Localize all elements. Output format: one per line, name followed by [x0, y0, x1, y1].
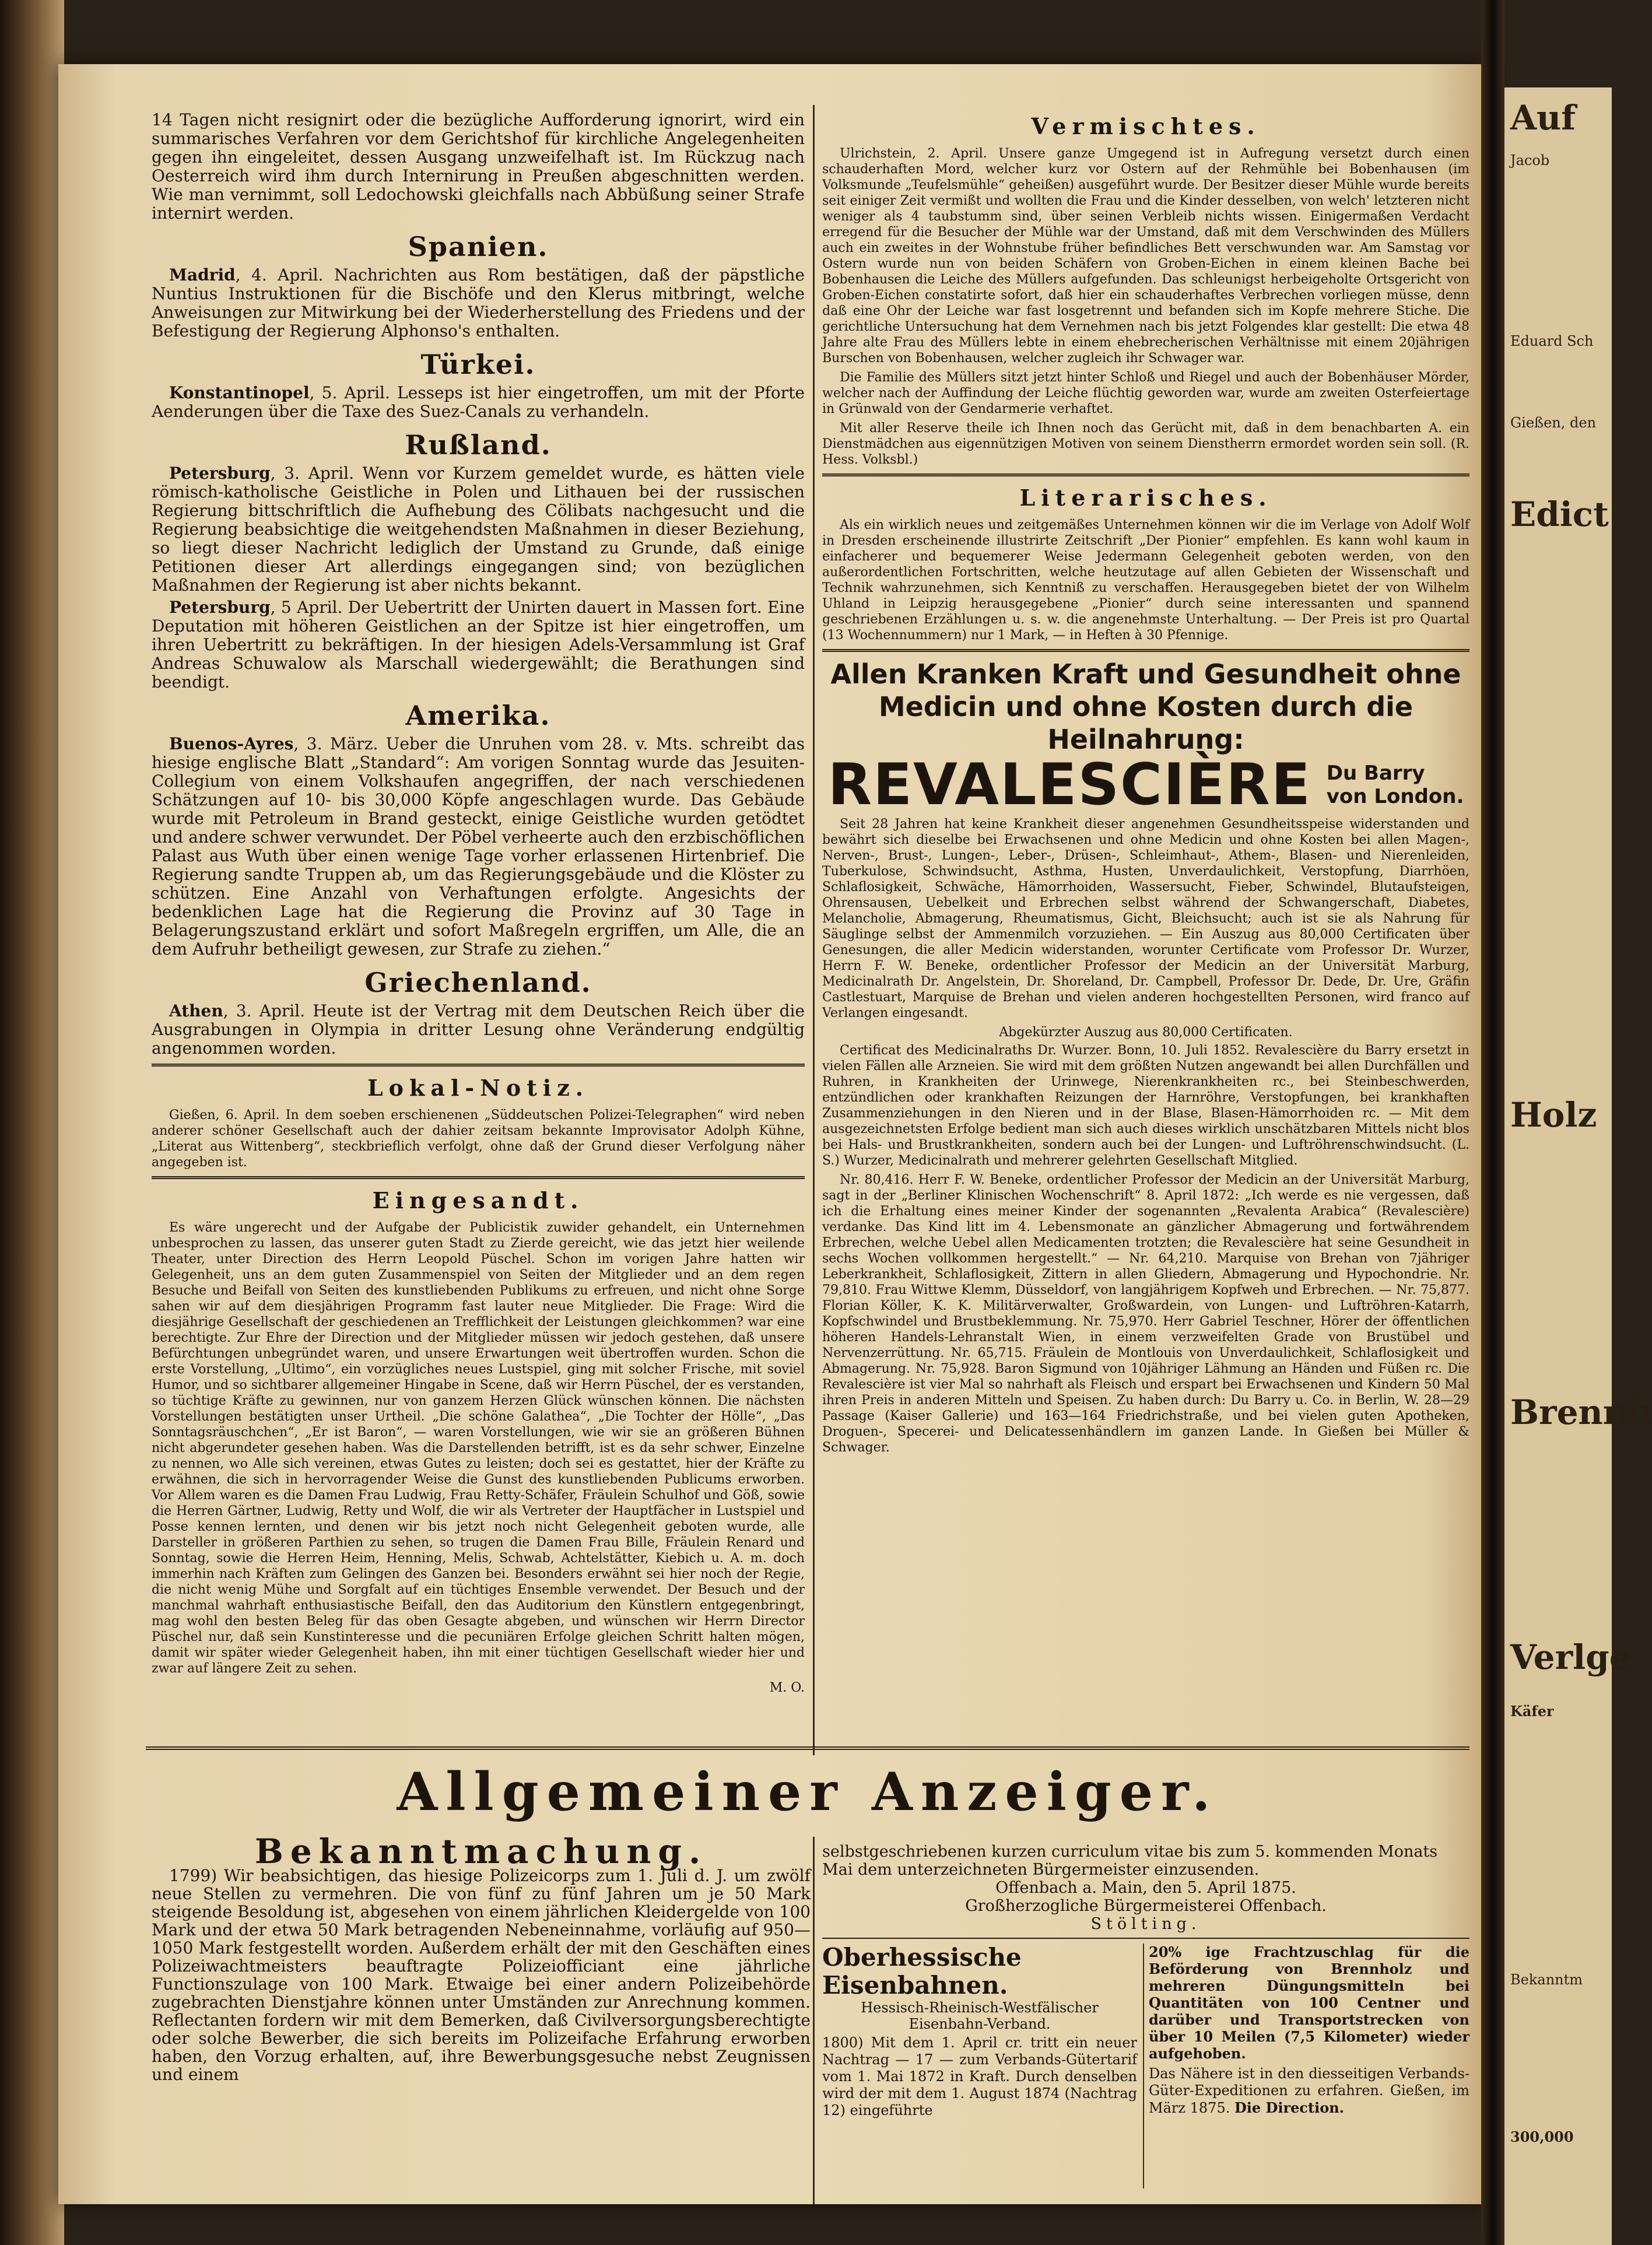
ad-subheading: Abgekürzter Auszug aus 80,000 Certificaten. [999, 1025, 1293, 1040]
column-divider [813, 1837, 815, 2204]
railway-title: Oberhessische Eisenbahnen. [822, 1943, 1022, 2000]
news-item [152, 735, 805, 959]
news-text: , 3. April. Wenn vor Kurzem gemeldet wurde, es hätten viele römisch-katholische Geistliche in Polen und Lithauen bei der russischen Regierung bittschriftlich die Aufhebung des Cölibats nachgesucht und die Regierung beabsichtige die weitgehendsten Maßnahmen in dieser Beziehung, so liegt dieser Nachricht lediglich der Umstand zu Grunde, daß einige Petitionen dieser Art allerdings eingegangen sind; von bezüglichen Maßnahmen der Regierung ist aber nichts bekannt. [152, 464, 805, 595]
lokal-notiz-text: Gießen, 6. April. In dem soeben erschienenen „Süddeutschen Polizei-Telegraphen“ wird neben anderer schöner Gesellschaft auch der dahier zeitsam bekannte Improvisator Adolph Kühne, „Literat aus Wittenberg“, steckbrieflich verfolgt, ohne daß der Grund dieser Verfolgung näher angegeben ist. [152, 1108, 805, 1170]
vermischtes-text: Ulrichstein, 2. April. Unsere ganze Umgegend ist in Aufregung versetzt durch einen schauderhaften Mord, welcher kurz vor Ostern auf der Rehmühle bei Bobenhausen (im Volksmunde „Teufelsmühle“ geheißen) ausgeführt wurde. Der Besitzer dieser Mühle wurde bereits seit einiger Zeit vermißt und wollten die Frau und die Kinder desselben, von welch' letzteren nicht weniger als 4 taubstumm sind, über seinen Verbleib nichts wissen. Einigermaßen Verdacht erregend für die Besucher der Mühle war der Umstand, daß mit dem Verschwinden des Müllers auch ein zweites in der Wohnstube früher befindliches Bett verschwunden war. Am Samstag vor Ostern wurde nun von beiden Schäfern von Groben-Eichen in einem kleinen Bache bei Bobenhausen die Leiche des Müllers aufgefunden. Das schleunigst herbeigeholte Ortsgericht von Groben-Eichen constatirte sofort, daß hier ein schauderhaftes Verbrechen vorliegen müsse, denn daß eine Ohr der Leiche war fast losgetrennt und befanden sich im Kopfe mehrere Stiche. Die gerichtliche Untersuchung hat dem Vernehmen nach bis jetzt Folgendes klar gestellt: Die etwa 48 Jahre alte Frau des Müllers lebte in einem ehebrecherischen Verhältnisse mit einem 20jährigen Burschen von Bobenhausen, welcher zugleich ihr Schwager war. [822, 146, 1469, 366]
bekanntmachung-office: Großherzogliche Bürgermeisterei Offenbach. [965, 1897, 1327, 1915]
anzeiger-right [822, 1843, 1469, 2188]
place-name: Buenos-Ayres [169, 734, 294, 753]
ad-certificate: Certificat des Medicinalraths Dr. Wurzer. Bonn, 10. Juli 1852. Revalescière du Barry ersetzt in vielen Fällen alle Arzneien. Sie wird mit dem größten Nutzen angewandt bei allen Durchfällen und Ruhren, in Krankheiten der Urinwege, Nierenkrankheiten rc., bei Steinbeschwerden, entzündlichen oder krankhaften Reizungen der Harnröhre, Verstopfungen, bei krankhaften Zusammenziehungen in den Nieren und in der Blase, Blasen-Hämorrhoiden rc. — Mit dem ausgezeichnetsten Erfolge bedient man sich auch dieses wirklich unschätzbaren Mittels nicht blos bei Hals- und Brustkrankheiten, sondern auch bei der Lungen- und Luftröhrenschwindsucht. (L. S.) Wurzer, Medicinalrath und mehrerer gelehrten Gesellschaft Mitglied. [822, 1043, 1469, 1168]
news-item [152, 384, 805, 421]
ad-certificates-list: Nr. 80,416. Herr F. W. Beneke, ordentlicher Professor der Medicin an der Universität Marburg, sagt in der „Berliner Klinischen Wochenschrift“ 8. April 1872: „Ich werde es nie vergessen, daß ich die Erhaltung eines meiner Kinder der sogenannten „Revalenta Arabica“ (Revalescière) verdanke. Das Kind litt im 4. Lebensmonate an gänzlicher Abmagerung und fortwährendem Erbrechen, welche Uebel allen Medicamenten trotzten; die Revalescière hat seine Gesundheit in sechs Wochen vollkommen hergestellt.“ — Nr. 64,210. Marquise von Brehan von 7jähriger Leberkrankheit, Schlaflosigkeit, Zittern in allen Gliedern, Abmagerung und Hypochondrie. Nr. 79,810. Frau Wittwe Klemm, Düsseldorf, von langjährigem Kopfweh und Erbrechen. — Nr. 75,877. Florian Köller, K. K. Militärverwalter, Großwardein, von Lungen- und Luftröhren-Katarrh, Kopfschwindel und Brustbeklemmung. Nr. 75,970. Herr Gabriel Teschner, Hörer der öffentlichen höheren Handels-Lehranstalt Wien, in einem verzweifelten Grade von Brustübel und Nervenzerrüttung. Nr. 65,715. Fräulein de Montlouis von Unverdaulichkeit, Schlaflosigkeit und Abmagerung. Nr. 75,928. Baron Sigmund von 10jähriger Lähmung an Händen und Füßen rc. Die Revalescière ist vier Mal so nahrhaft als Fleisch und erspart bei Erwachsenen und Kindern 50 Mal ihren Preis in anderen Mitteln und Speisen. Zu haben durch: Du Barry u. Co. in Berlin, W. 28—29 Passage (Kaiser Gallerie) und 163—164 Friedrichstraße, und bei vielen guten Apotheken, Droguen-, Specerei- und Delicatessenhändlern im ganzen Lande. In Gießen bei Müller & Schwager. [822, 1173, 1469, 1455]
fragment-text: Gießen, den [1510, 415, 1597, 431]
right-column [822, 111, 1469, 1459]
anzeiger-rule [146, 1746, 1469, 1750]
fragment-text: Edict [1510, 494, 1609, 534]
book-edge [0, 0, 64, 2245]
literarisches-heading: Literarisches. [1019, 485, 1272, 511]
column-divider [1143, 1944, 1144, 2188]
fragment-text: Brennh [1510, 1392, 1652, 1432]
anzeiger-title: Allgemeiner Anzeiger. [397, 1761, 1219, 1823]
section-rule [822, 649, 1469, 652]
news-text: , 5 April. Der Uebertritt der Unirten dauert in Massen fort. Eine Deputation mit höheren Geistlichen an der Spitze ist hier eingetroffen, um ihren Uebertritt zu bekräftigen. In der hiesigen Adels-Versammlung ist Graf Andreas Schuwalow als Marschall wiedergewählt; die Berathungen sind beendigt. [152, 598, 805, 692]
section-rule [822, 1938, 1469, 1939]
fragment-text: Bekanntm [1510, 1972, 1583, 1988]
eingesandt-text: Es wäre ungerecht und der Aufgabe der Publicistik zuwider gehandelt, ein Unternehmen unbesprochen zu lassen, das unserer guten Stadt zu Zierde gereicht, wie das jetzt hier weilende Theater, unter Direction des Herrn Leopold Püschel. Schon im vorigen Jahre hatten wir Gelegenheit, uns an dem guten Zusammenspiel von Seiten der Mitglieder und an dem regen Besuche und Beifall von Seiten des kunstliebenden Publikums zu erfreuen, und nicht ohne Sorge sahen wir auf dem diesjährigen Programm fast lauter neue Mitglieder. Die Frage: Wird die diesjährige Gesellschaft der geschiedenen an Trefflichkeit der Leistungen gleichkommen? war eine berechtigte. Zur Ehre der Direction und der Mitglieder müssen wir jedoch gestehen, daß unsere Befürchtungen unbegründet waren, und unsere Erwartungen weit übertroffen wurden. Schon die erste Vorstellung, „Ultimo“, ein vorzügliches neues Lustspiel, ging mit solcher Frische, mit soviel Humor, und so sichtbarer allgemeiner Hingabe in Scene, daß wir Herrn Püschel, der es verstanden, so tüchtige Kräfte zu gewinnen, nur von ganzem Herzen Glück wünschen können. Die nächsten Vorstellungen bestätigten unser Urtheil. „Die schöne Galathea“, „Die Tochter der Hölle“, „Das Sonntagsräuschchen“, „Er ist Baron“, — waren Vorstellungen, wie wir sie an größeren Bühnen nicht abgerundeter gesehen haben. Was die Darstellenden betrifft, ist es da sehr schwer, Einzelne zu nennen, wo Alle sich vereinen, etwas Gutes zu leisten; doch sei es gestattet, hier der Kräfte zu erwähnen, die sich in hervorragender Weise die Gunst des kunstliebenden Publicums erworben. Vor Allem waren es die Damen Frau Ludwig, Frau Retty-Schäfer, Fräulein Schulhof und Göß, sowie die Herren Gärtner, Ludwig, Retty und Wolf, die wir als Vertreter der Hauptfächer in Lustspiel und Posse kennen lernten, und denen wir bis jetzt noch nicht Gelegenheit geboten wurde, alle Darsteller in größeren Parthien zu sehen, so trugen die Damen Frau Bille, Fräulein Renard und Sonntag, sowie die Herren Heim, Henning, Melis, Schwab, Achtelstätter, Kiebich u. A. m. doch immerhin nach Kräften zum Gelingen des Ganzen bei. Besonders erwähnt sei hier noch der Regie, die nicht wenig Mühe und Sorgfalt auf ein tüchtiges Ensemble verwendet. Der Besuch und der manchmal wahrhaft enthusiastische Beifall, den das Auditorium den Künstlern entgegenbringt, mag wohl den besten Beleg für das oben Gesagte abgeben, und wünschen wir Herrn Director Püschel nur, daß sein Kunstinteresse und die pecuniären Erfolge gleichen Schritt halten mögen, damit wir später wieder Gelegenheit haben, ihn mit einer tüchtigen Gesellschaft wieder hier und zwar auf längere Zeit zu sehen. [152, 1220, 805, 1676]
ad-brand-line: Du Barry [1326, 762, 1425, 785]
section-heading-amerika: Amerika. [405, 700, 551, 731]
fragment-text: Verlge [1510, 1637, 1631, 1677]
ad-brand-block [822, 752, 1469, 818]
ad-brand-name: REVALESCIÈRE [827, 752, 1311, 818]
news-item [152, 266, 805, 341]
left-column [152, 111, 805, 1696]
ad-brand-sub [1327, 762, 1464, 808]
lokal-notiz-heading: Lokal-Notiz. [367, 1075, 590, 1101]
section-heading-griechenland: Griechenland. [364, 967, 592, 998]
fragment-text: Eduard Sch [1510, 333, 1594, 349]
railway-text [1149, 2065, 1469, 2117]
railway-text-bold: 20% ige Frachtzuschlag für die Beförderung von Brennholz und mehreren Düngungsmitteln bei Quantitäten von 100 Centner und darüber und Transportstrecken von über 10 Meilen (7,5 Kilometer) wieder aufgehoben. [1149, 1944, 1469, 2062]
railway-subtitle: Hessisch-Rheinisch-Westfälischer Eisenbahn-Verband. [861, 2000, 1099, 2032]
railway-text: 1800) Mit dem 1. April cr. tritt ein neuer Nachtrag — 17 — zum Verbands-Gütertarif vom 1. Mai 1872 in Kraft. Durch denselben wird der mit dem 1. August 1874 (Nachtrag 12) eingeführte [822, 2034, 1137, 2118]
railway-note: Das Nähere ist in den diesseitigen Verbands-Güter-Expeditionen zu erfahren. Gießen, im März 1875. [1149, 2065, 1469, 2116]
bekanntmachung-signature: Stölting. [1090, 1915, 1201, 1933]
fragment-text: Käfer [1510, 1703, 1554, 1720]
railway-signature: Die Direction. [1234, 2099, 1345, 2116]
vermischtes-heading: Vermischtes. [1031, 113, 1261, 139]
bekanntmachung-continued: selbstgeschriebenen kurzen curriculum vitae bis zum 5. kommenden Monats Mai dem unterzeichneten Bürgermeister einzusenden. [822, 1843, 1438, 1879]
fragment-text: Jacob [1510, 152, 1550, 169]
bekanntmachung-heading: Bekanntmachung. [254, 1832, 708, 1871]
eingesandt-heading: Eingesandt. [372, 1187, 584, 1213]
eingesandt-signature: M. O. [769, 1681, 805, 1695]
railway-block [822, 1944, 1469, 2188]
fragment-text: Holz [1510, 1095, 1597, 1135]
section-rule [152, 1064, 805, 1067]
bekanntmachung [152, 1832, 811, 2084]
ad-body: Seit 28 Jahren hat keine Krankheit dieser angenehmen Gesundheitsspeise widerstanden und bewährt sich dieselbe bei Erwachsenen und ohne Medicin und ohne Kosten bei allen Magen-, Nerven-, Brust-, Lungen-, Leber-, Drüsen-, Schleimhaut-, Athem-, Blasen- und Nierenleiden, Tuberkulose, Schwindsucht, Asthma, Husten, Unverdaulichkeit, Verstopfung, Diarrhöen, Schlaflosigkeit, Schwäche, Hämorrhoiden, Wassersucht, Fieber, Schwindel, Blutaufsteigen, Ohrensausen, Uebelkeit und Erbrechen selbst während der Schwangerschaft, Diabetes, Melancholie, Abmagerung, Rheumatismus, Gicht, Bleichsucht; auch ist sie als Nahrung für Säuglinge selbst der Ammenmilch vorzuziehen. — Ein Auszug aus 80,000 Certificaten über Genesungen, die aller Medicin widerstanden, worunter Certificate vom Professor Dr. Wurzer, Herrn F. W. Beneke, ordentlicher Professor der Medicin an der Universität Marburg, Medicinalrath Dr. Angelstein, Dr. Shoreland, Dr. Campbell, Professor Dr. Dede, Dr. Ure, Gräfin Castlestuart, Marquise de Brehan und vielen anderen hochgestellten Personen, wird franco auf Verlangen eingesandt. [822, 817, 1469, 1020]
source-credit: (R. Hess. Volksbl.) [822, 437, 1469, 467]
ad-brand-line: von London. [1326, 785, 1464, 808]
railway-notice-cont [1149, 1944, 1469, 2117]
news-text: , 3. April. Heute ist der Vertrag mit dem Deutschen Reich über die Ausgrabungen in Olympia in dritter Lesung ohne Veränderung endgültig angenommen worden. [152, 1001, 805, 1058]
place-name: Konstantinopel [169, 383, 310, 402]
column-divider [813, 105, 815, 1755]
place-name: Petersburg [169, 598, 271, 617]
news-text: , 4. April. Nachrichten aus Rom bestätigen, daß der päpstliche Nuntius Instruktionen für die Bischöfe und den Klerus mitbringt, welche Anweisungen zur Mitwirkung bei der Wiederherstellung des Friedens und der Befestigung der Regierung Alphonso's enthalten. [152, 265, 805, 341]
news-text: , 5. April. Lesseps ist hier eingetroffen, um mit der Pforte Aenderungen über die Taxe des Suez-Canals zu verhandeln. [152, 383, 805, 421]
next-page-fragment [1504, 87, 1652, 2245]
vermischtes-text: Die Familie des Müllers sitzt jetzt hinter Schloß und Riegel und auch der Bobenhäuser Mörder, welcher nach der Auffindung der Leiche flüchtig geworden war, wurde am zweiten Osterfeiertage in Grünwald von der Gendarmerie verhaftet. [822, 370, 1469, 416]
section-heading-russland: Rußland. [405, 429, 552, 461]
bekanntmachung-place: Offenbach a. Main, den 5. April 1875. [995, 1879, 1296, 1897]
intro-paragraph: 14 Tagen nicht resignirt oder die bezügliche Aufforderung ignorirt, wird ein summarisches Verfahren vor dem Gerichtshof für kirchliche Angelegenheiten gegen ihn eingeleitet, dessen Ausgang unzweifelhaft ist. Im Rückzug nach Oesterreich wird ihm durch Internirung in Preußen abgeschnitten werden. Wie man vernimmt, soll Ledochowski gleichfalls nach Abbüßung seiner Strafe internirt werden. [152, 110, 805, 223]
news-text: , 3. März. Ueber die Unruhen vom 28. v. Mts. schreibt das hiesige englische Blatt „Standard“: Am vorigen Sonntag wurde das Jesuiten-Collegium von einem Volkshaufen angegriffen, der nach verschiedenen Schätzungen auf 10- bis 30,000 Köpfe angeschlagen wurde. Das Gebäude wurde mit Petroleum in Brand gesteckt, einige Geistliche wurden getödtet und andere schwer verwundet. Der Pöbel verheerte auch den erzbischöflichen Palast aus Wuth über einen wenige Tage vorher erlassenen Hirtenbrief. Die Regierung sandte Truppen ab, um das Regierungsgebäude und die Klöster zu schützen. Eine Anzahl von Verhaftungen erfolgte. Angesichts der bedenklichen Lage hat die Regierung die Provinz auf 30 Tage in Belagerungszustand erklärt und sofort Maßregeln ergriffen, um Alle, die an dem Aufruhr betheiligt gewesen, zur Strafe zu ziehen.“ [152, 734, 805, 959]
section-heading-tuerkei: Türkei. [420, 349, 536, 380]
book-gutter [1481, 0, 1504, 2245]
section-rule [822, 473, 1469, 476]
fragment-text: 300,000 [1510, 2128, 1574, 2145]
news-item [152, 598, 805, 692]
section-rule [152, 1176, 805, 1179]
news-item [152, 464, 805, 595]
ad-headline: Allen Kranken Kraft und Gesundheit ohne Medicin und ohne Kosten durch die Heilnahrung: [830, 658, 1461, 755]
news-item [152, 1002, 805, 1058]
place-name: Madrid [169, 265, 236, 285]
railway-notice [822, 1944, 1137, 2119]
section-heading-spanien: Spanien. [408, 231, 549, 262]
vermischtes-text [822, 420, 1469, 468]
revalesciere-advertisement [822, 658, 1469, 1455]
place-name: Petersburg [169, 464, 271, 483]
vermischtes-note: Mit aller Reserve theile ich Ihnen noch das Gerücht mit, daß in dem benachbarten A. ein Dienstmädchen aus eigennützigen Motiven von seinem Dienstherrn ermordet worden sein soll. [822, 421, 1469, 451]
literarisches-text: Als ein wirklich neues und zeitgemäßes Unternehmen können wir die im Verlage von Adolf Wolf in Dresden erscheinende illustrirte Zeitschrift „Der Pionier“ empfehlen. Es kann wohl kaum in einfacherer und bequemerer Weise Jedermann Gelegenheit geboten werden, von den außerordentlichen Fortschritten, welche heutzutage auf allen Gebieten der Wissenschaft und Technik wahrzunehmen, sich Kenntniß zu verschaffen. Herausgegeben bietet der von Wilhelm Uhland in Leipzig herausgegebene „Pionier“ durch seine interessanten und spannend geschriebenen Erzählungen u. s. w. die angenehmste Unterhaltung. — Der Preis ist pro Quartal (13 Wochennummern) nur 1 Mark, — in Heften à 30 Pfennige. [822, 518, 1469, 643]
bekanntmachung-text: 1799) Wir beabsichtigen, das hiesige Polizeicorps zum 1. Juli d. J. um zwölf neue Stellen zu vermehren. Die von fünf zu fünf Jahren um je 50 Mark steigende Besoldung ist, abgesehen von einem jährlichen Kleidergelde von 100 Mark und der etwa 50 Mark betragenden Nebeneinnahme, vorläufig auf 950—1050 Mark festgestellt worden. Außerdem erhält der mit den Geschäften eines Polizeiwachtmeisters beauftragte Polizeiofficiant eine jährliche Functionszulage von 100 Mark. Etwaige bei einer andern Polizeibehörde zugebrachten Dienstjahre können unter Umständen zur Anrechnung kommen. Reflectanten fordern wir mit dem Bemerken, daß Civilversorgungsberechtigte oder solche Bewerber, die sich bereits im Polizeifache Erfahrung erworben haben, den Vorzug erhalten, auf, ihre Bewerbungsgesuche nebst Zeugnissen und einem [152, 1866, 811, 2084]
place-name: Athen [169, 1001, 223, 1020]
fragment-text: Auf [1510, 98, 1576, 138]
